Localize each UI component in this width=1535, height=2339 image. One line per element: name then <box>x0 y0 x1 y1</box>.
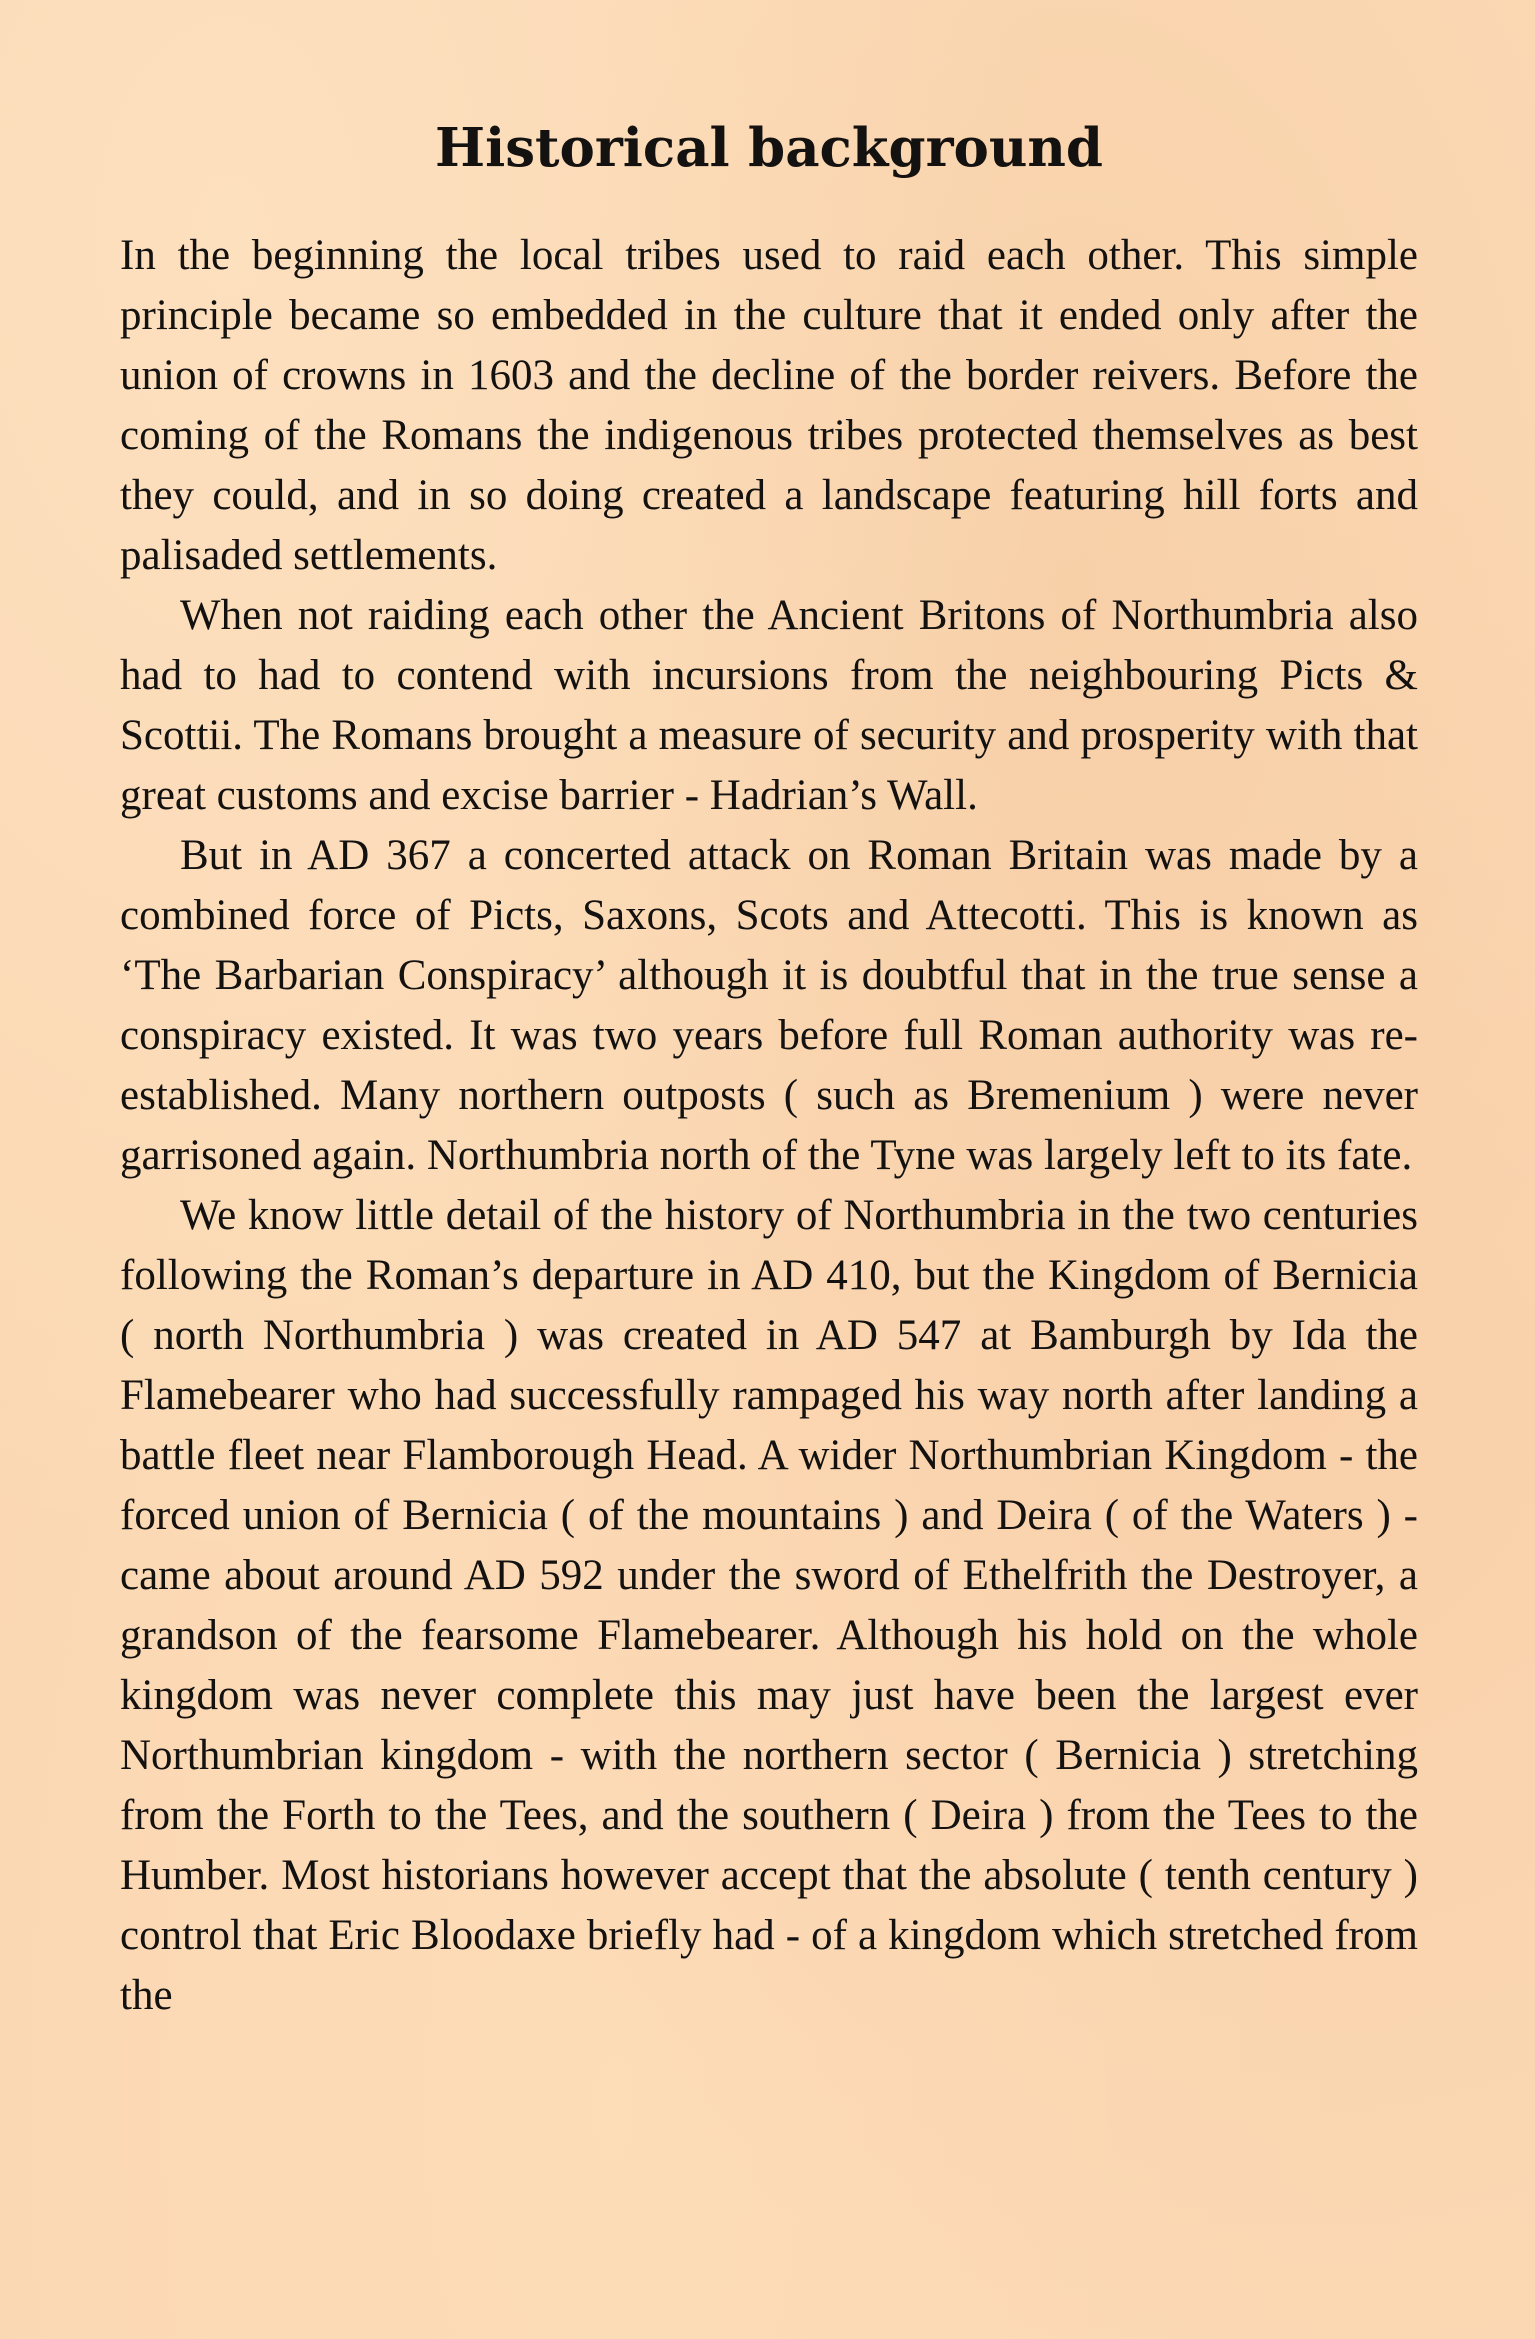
paragraph-4: We know little detail of the history of Northumbria in the two centuries following the Roman’s departure in AD 410, but the Kingdom of Bernicia ( north Northumbria ) was created in AD 547 at Bamburgh by Ida the Flamebearer who had successfully rampaged his way north after landing a battle fleet near Flamborough Head. A wider Northumbrian Kingdom - the forced union of Bernicia ( of the mountains ) and Deira ( of the Waters ) - came about around AD 592 under the sword of Ethelfrith the Destroyer, a grandson of the fearsome Flamebearer. Although his hold on the whole kingdom was never complete this may just have been the largest ever Northumbrian kingdom - with the northern sector ( Bernicia ) stretching from the Forth to the Tees, and the southern ( Deira ) from the Tees to the Humber. Most historians however accept that the absolute ( tenth century ) control that Eric Bloodaxe briefly had - of a kingdom which stretched from the <box>120 1192 1418 2019</box>
page-title: Historical background <box>435 117 1103 179</box>
paragraph-1: In the beginning the local tribes used to raid each other. This simple principle became so embedded in the culture that it ended only after the union of crowns in 1603 and the decline of the border reivers. Before the coming of the Romans the indigenous tribes protected themselves as best they could, and in so doing created a landscape featuring hill forts and palisaded settlements. <box>120 232 1418 579</box>
paragraph-3: But in AD 367 a concerted attack on Roman Britain was made by a combined force of Picts, Saxons, Scots and Attecotti. This is known as ‘The Barbarian Conspiracy’ although it is doubtful that in the true sense a conspiracy existed. It was two years before full Roman authority was re-established. Many northern outposts ( such as Bremenium ) were never garrisoned again. Northumbria north of the Tyne was largely left to its fate. <box>120 832 1418 1179</box>
body-text <box>120 226 1418 2026</box>
paragraph-2: When not raiding each other the Ancient Britons of Northumbria also had to had to contend with incursions from the neighbouring Picts & Scottii. The Romans brought a measure of security and prosperity with that great customs and excise barrier - Hadrian’s Wall. <box>120 592 1418 819</box>
